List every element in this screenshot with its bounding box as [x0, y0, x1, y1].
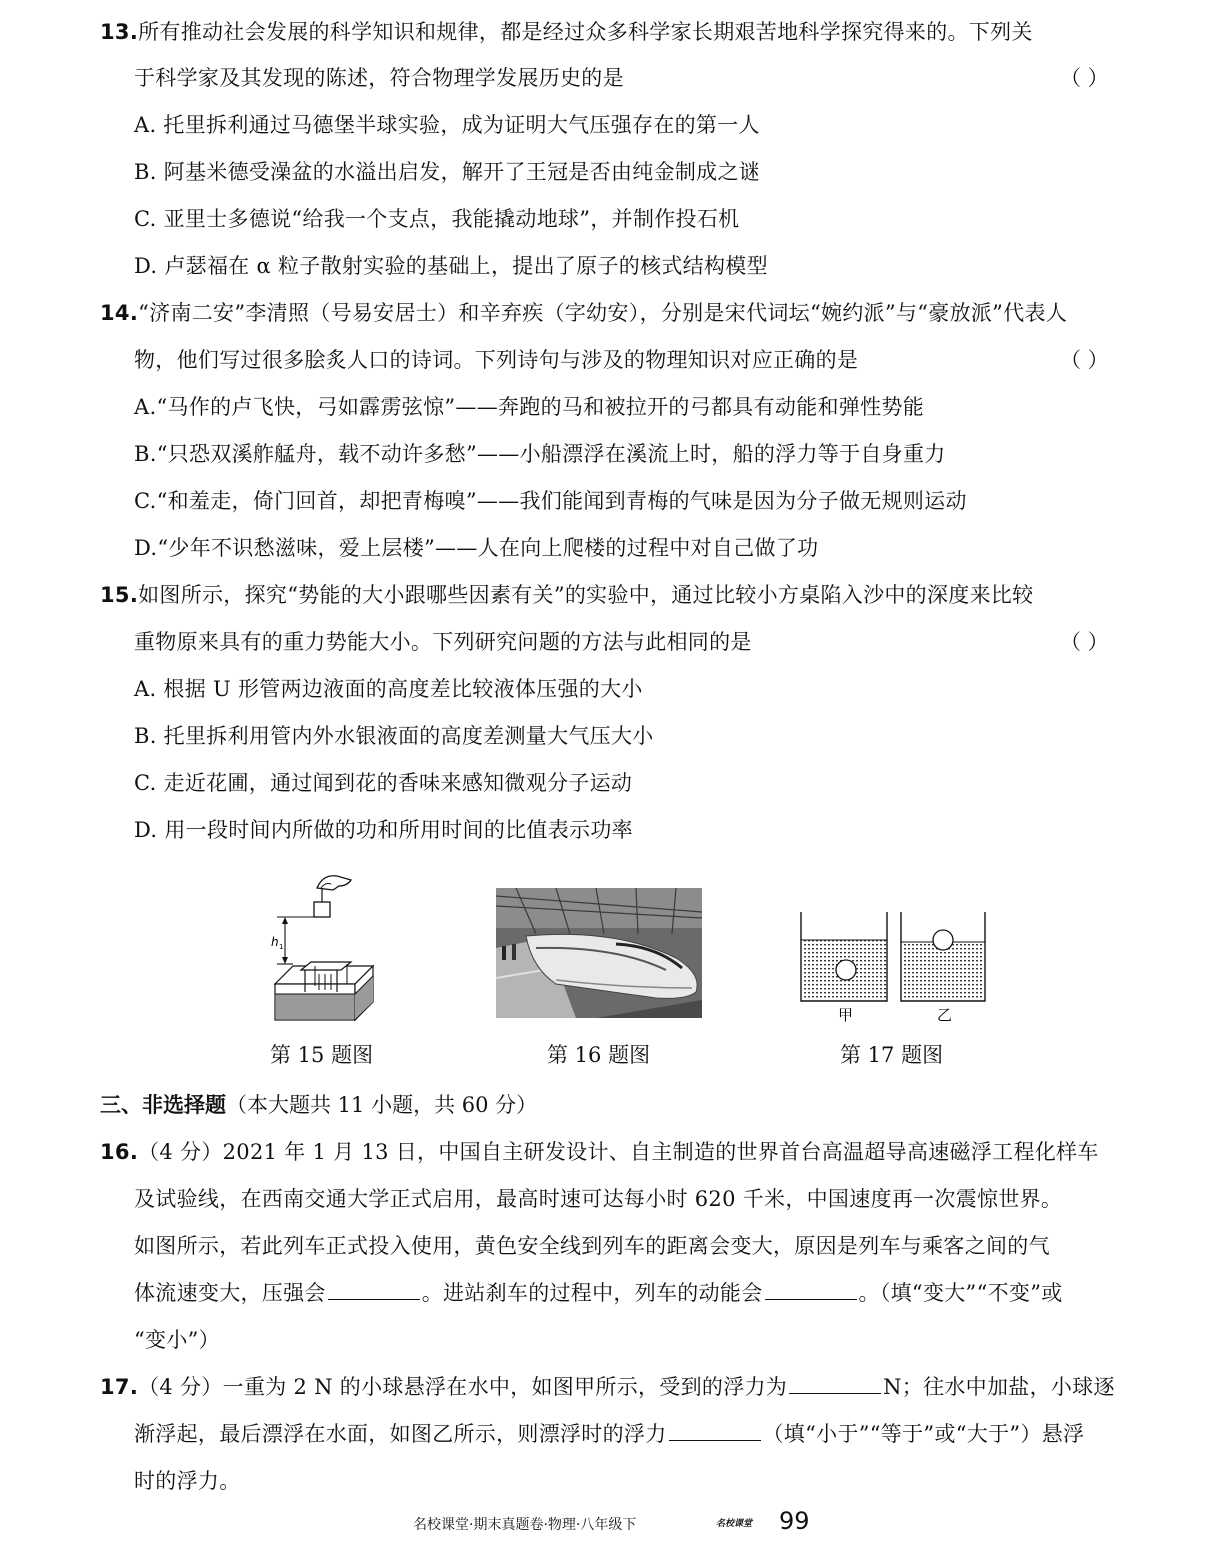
- q16-number: 16.: [100, 1140, 139, 1164]
- ball-suspended: [836, 960, 856, 980]
- q14-number: 14.: [100, 301, 139, 325]
- figure-17-caption: 第 17 题图: [840, 1043, 944, 1067]
- weight-block: [314, 902, 330, 917]
- q16-line1: 16.（4 分）2021 年 1 月 13 日，中国自主研发设计、自主制造的世界首台高温超导高速磁浮工程化样车: [100, 1140, 1099, 1164]
- q15-option-c: C. 走近花圃，通过闻到花的香味来感知微观分子运动: [134, 771, 633, 795]
- q15-line2: 重物原来具有的重力势能大小。下列研究问题的方法与此相同的是: [134, 630, 752, 654]
- q14-option-a: A.“马作的卢飞快，弓如霹雳弦惊”——奔跑的马和被拉开的弓都具有动能和弹性势能: [134, 395, 925, 419]
- section-note: （本大题共 11 小题，共 60 分）: [226, 1093, 538, 1117]
- q13-line2: 于科学家及其发现的陈述，符合物理学发展历史的是: [134, 66, 624, 90]
- h1-subscript: 1: [279, 943, 284, 951]
- figure-17-floating-ball-containers: [796, 908, 990, 1026]
- figure-16-high-speed-train-photo: [496, 888, 702, 1018]
- q16-blank-kinetic-energy[interactable]: [765, 1279, 857, 1300]
- footer-logo: 名校课堂: [716, 1519, 753, 1529]
- q16-line3: 如图所示，若此列车正式投入使用，黄色安全线到列车的距离会变大，原因是列车与乘客之间的气: [134, 1234, 1050, 1258]
- q15-option-b: B. 托里拆利用管内外水银液面的高度差测量大气压大小: [134, 724, 654, 748]
- section-heading: [100, 1090, 537, 1120]
- water-b: [902, 942, 984, 1000]
- figure-15-caption: 第 15 题图: [270, 1043, 374, 1067]
- q17-line3: 时的浮力。: [134, 1469, 241, 1493]
- q14-option-c: C.“和羞走，倚门回首，却把青梅嗅”——我们能闻到青梅的气味是因为分子做无规则运动: [134, 489, 967, 513]
- q14-line2: 物，他们写过很多脍炙人口的诗词。下列诗句与涉及的物理知识对应正确的是: [134, 348, 859, 372]
- q13-number: 13.: [100, 20, 139, 44]
- q15-number: 15.: [100, 583, 139, 607]
- h1-label: h: [271, 935, 279, 949]
- q13-option-a: A. 托里拆利通过马德堡半球实验，成为证明大气压强存在的第一人: [134, 113, 760, 137]
- q17-number: 17.: [100, 1375, 139, 1399]
- q15-option-a: A. 根据 U 形管两边液面的高度差比较液体压强的大小: [134, 677, 643, 701]
- q17-blank-comparison[interactable]: [669, 1420, 761, 1441]
- page-number: 99: [779, 1507, 810, 1535]
- q17-line2: 渐浮起，最后漂浮在水面，如图乙所示，则漂浮时的浮力 （填“小于”“等于”或“大于”）悬浮: [134, 1422, 1085, 1446]
- figure-15-potential-energy-apparatus: [265, 866, 395, 1026]
- q14-answer-bracket: （ ）: [1060, 348, 1109, 372]
- sand-fill: [276, 994, 354, 1019]
- label-jia: 甲: [838, 1006, 854, 1024]
- q13-option-d: D. 卢瑟福在 α 粒子散射实验的基础上，提出了原子的核式结构模型: [134, 254, 768, 278]
- q17-blank-buoyancy[interactable]: [789, 1373, 881, 1394]
- q16-line2: 及试验线，在西南交通大学正式启用，最高时速可达每小时 620 千米，中国速度再一次震惊世界。: [134, 1187, 1063, 1211]
- q16-line5: “变小”）: [134, 1328, 220, 1352]
- q14-option-b: B.“只恐双溪舴艋舟，载不动许多愁”——小船漂浮在溪流上时，船的浮力等于自身重力: [134, 442, 946, 466]
- q13-answer-bracket: （ ）: [1060, 66, 1109, 90]
- section-title: 三、非选择题: [100, 1093, 226, 1117]
- q14-line1: 14.“济南二安”李清照（号易安居士）和辛弃疾（字幼安），分别是宋代词坛“婉约派”与“豪放派”代表人: [100, 301, 1068, 325]
- q13-line1: 13.所有推动社会发展的科学知识和规律，都是经过众多科学家长期艰苦地科学探究得来的。下列关: [100, 20, 1033, 44]
- q16-line4: 体流速变大，压强会 。进站刹车的过程中，列车的动能会 。（填“变大”“不变”或: [134, 1281, 1063, 1305]
- q16-blank-pressure[interactable]: [328, 1279, 420, 1300]
- figure-16-caption: 第 16 题图: [547, 1043, 651, 1067]
- footer-series-title: 名校课堂·期末真题卷·物理·八年级下: [413, 1517, 637, 1533]
- q15-line1: 15.如图所示，探究“势能的大小跟哪些因素有关”的实验中，通过比较小方桌陷入沙中的深度来比较: [100, 583, 1034, 607]
- q15-answer-bracket: （ ）: [1060, 630, 1109, 654]
- label-yi: 乙: [937, 1006, 953, 1024]
- q17-line1: 17.（4 分）一重为 2 N 的小球悬浮在水中，如图甲所示，受到的浮力为 N；往水中加盐，小球逐: [100, 1375, 1115, 1399]
- q14-option-d: D.“少年不识愁滋味，爱上层楼”——人在向上爬楼的过程中对自己做了功: [134, 536, 819, 560]
- ball-floating: [933, 930, 953, 950]
- hand-icon: [317, 876, 351, 890]
- q13-option-c: C. 亚里士多德说“给我一个支点，我能撬动地球”，并制作投石机: [134, 207, 740, 231]
- q13-option-b: B. 阿基米德受澡盆的水溢出启发，解开了王冠是否由纯金制成之谜: [134, 160, 761, 184]
- q15-option-d: D. 用一段时间内所做的功和所用时间的比值表示功率: [134, 818, 633, 842]
